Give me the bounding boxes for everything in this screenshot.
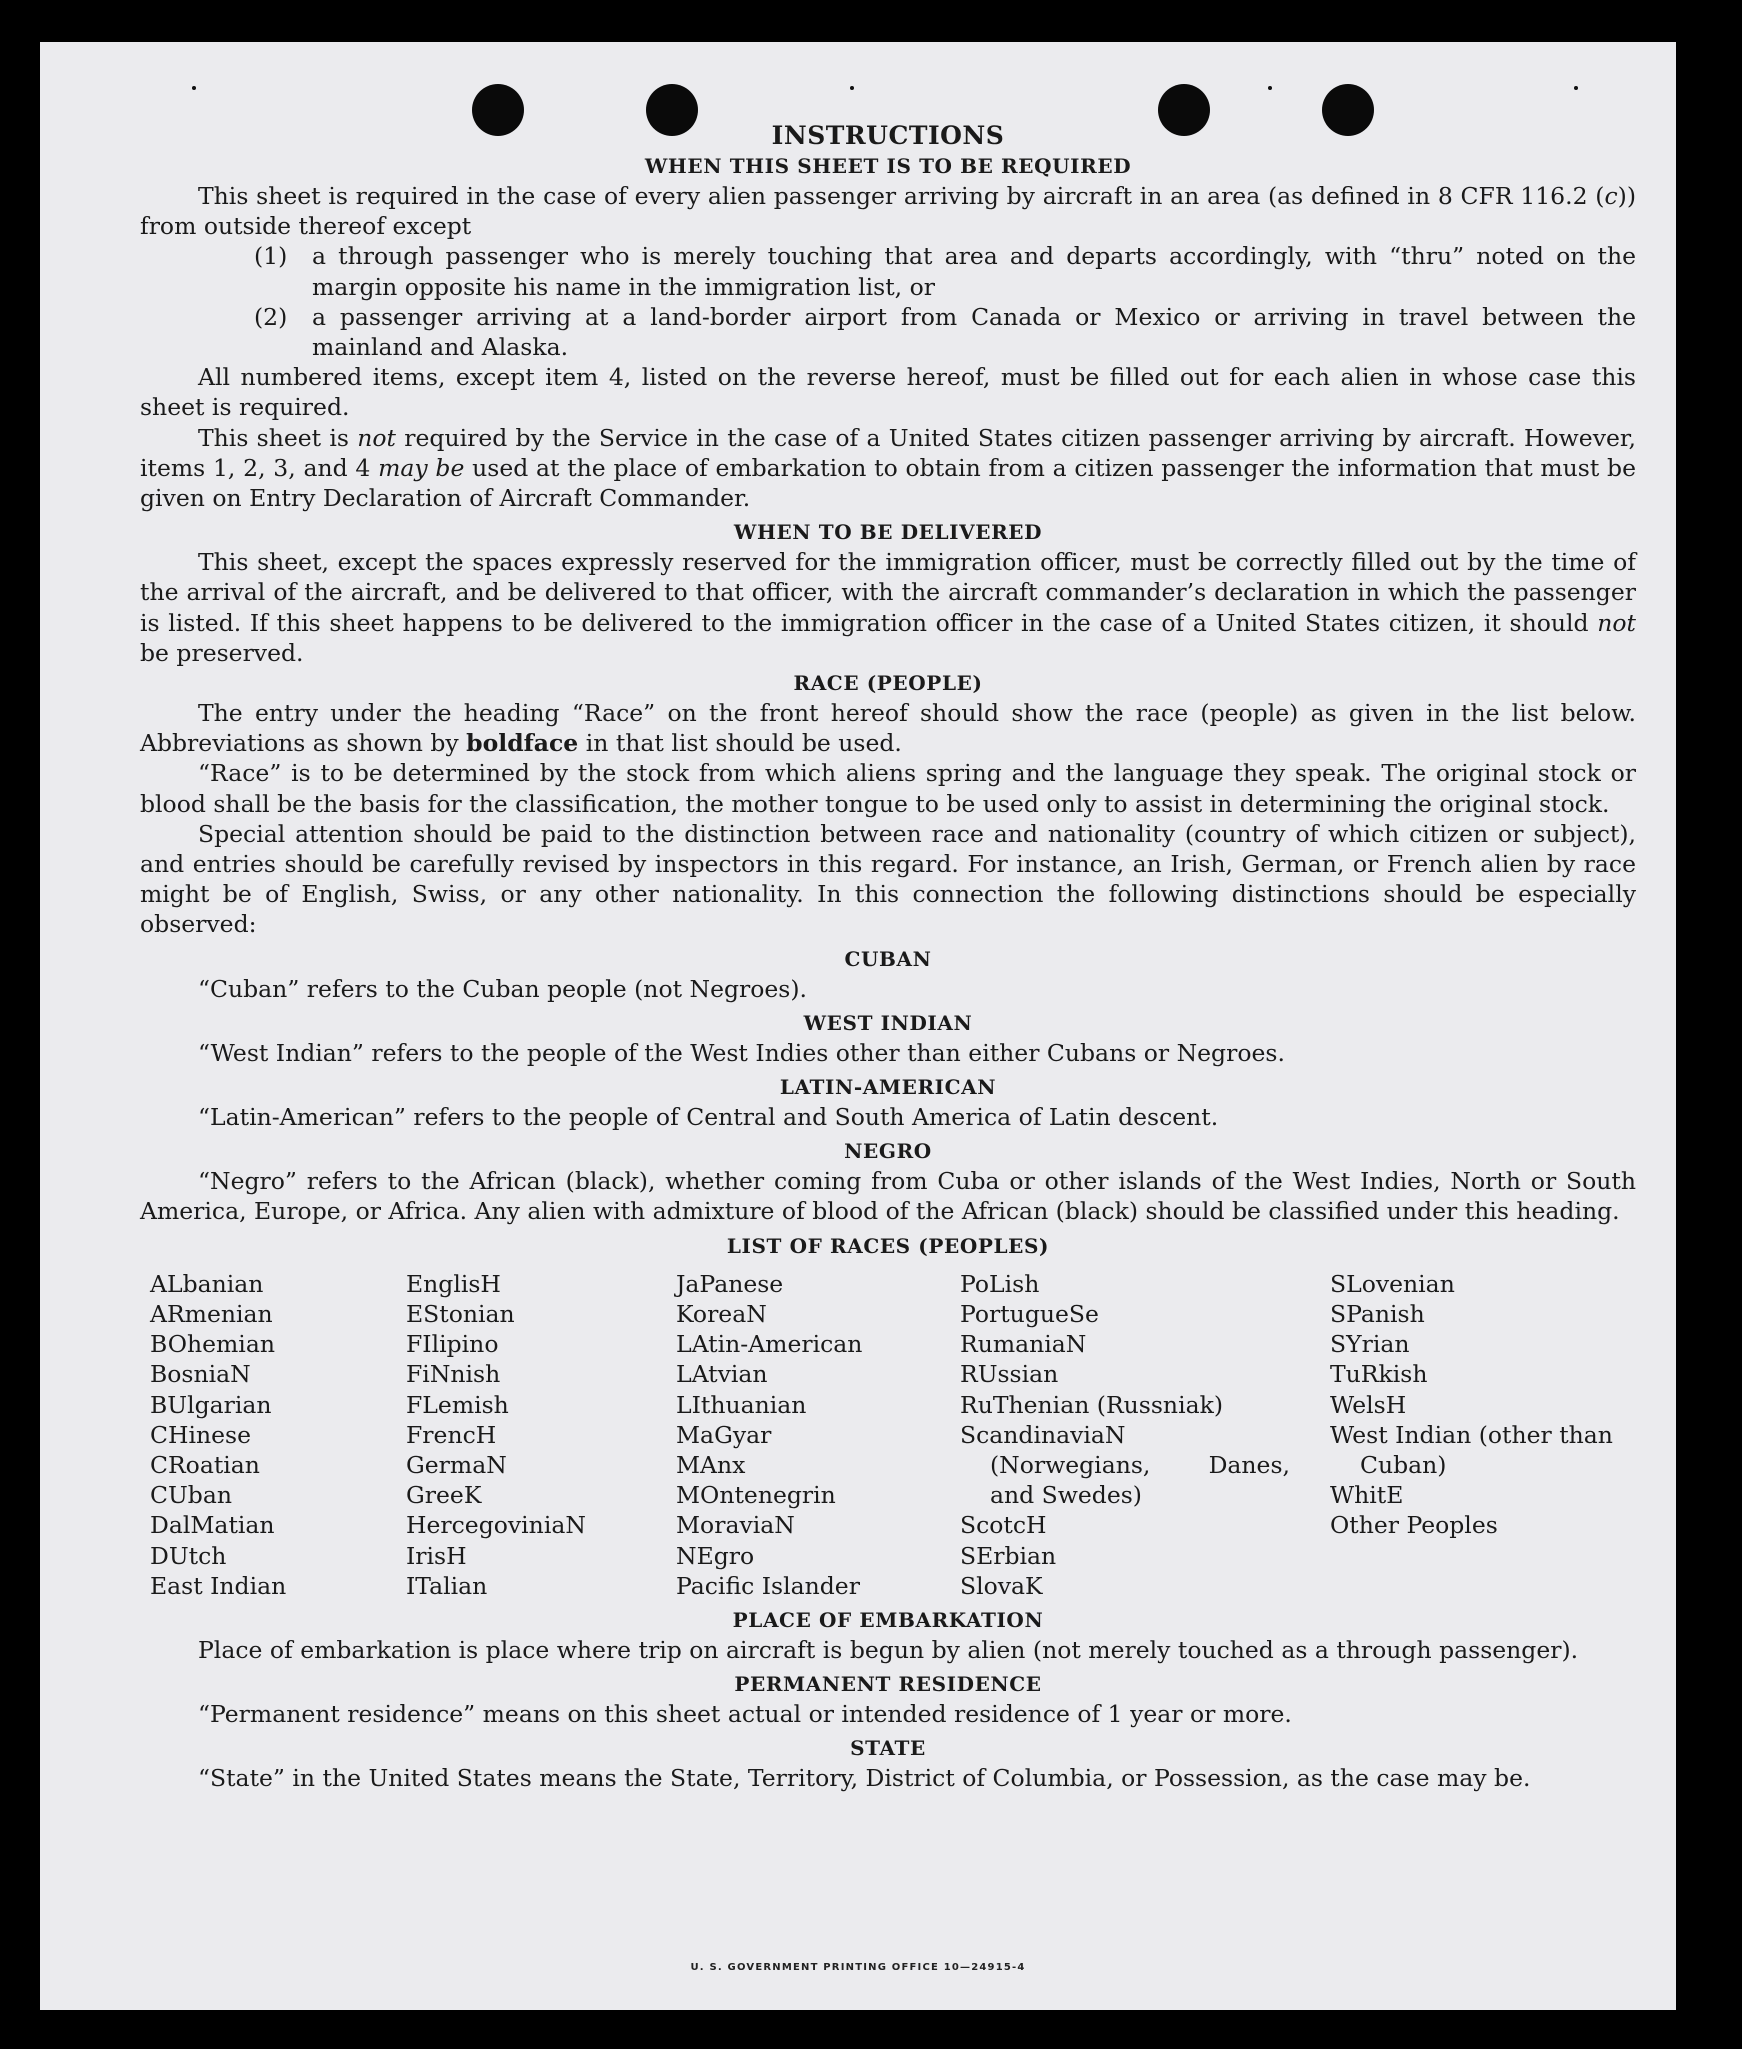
race-item: RumaniaN xyxy=(960,1330,1087,1359)
race-item: DalMatian xyxy=(150,1511,275,1540)
race-item: ScandinaviaN (Norwegians, Danes, and Swedes) xyxy=(960,1420,1290,1510)
race-item: KoreaN xyxy=(676,1299,767,1328)
races-column xyxy=(1330,1269,1630,1601)
paragraph-embarkation: Place of embarkation is place where trip on aircraft is begun by alien (not merely touched as a through passenger). xyxy=(198,1635,1579,1664)
race-item: MAnx xyxy=(676,1450,746,1479)
race-item: FIlipino xyxy=(406,1330,499,1359)
race-item: DUtch xyxy=(150,1541,227,1570)
section-heading-state: STATE xyxy=(850,1736,926,1761)
paragraph-delivered: This sheet, except the spaces expressly reserved for the immigration officer, must be correctly filled out by the time of the arrival of the aircraft, and be delivered to that officer, with the aircraft commander’s declaration in which the passenger is listed. If this sheet happens to be delivered to the immigration officer in the case of a United States citizen, it should not be preserved. xyxy=(140,548,1636,667)
printer-imprint: U. S. GOVERNMENT PRINTING OFFICE 10—24915-4 xyxy=(690,1962,1026,1973)
section-heading-delivered: WHEN TO BE DELIVERED xyxy=(733,520,1043,545)
paragraph-citizen: This sheet is not required by the Service in the case of a United States citizen passenger arriving by aircraft. However, items 1, 2, 3, and 4 may be used at the place of embarkation to obtain from a citizen passenger the information that must be given on Entry Declaration of Aircraft Commander. xyxy=(140,423,1637,513)
race-item: East Indian xyxy=(150,1571,287,1600)
race-item: MaGyar xyxy=(676,1420,772,1449)
punch-dot xyxy=(1268,86,1272,90)
races-list xyxy=(140,1269,1636,1601)
race-item: LAtvian xyxy=(676,1360,768,1389)
race-item: CUban xyxy=(150,1481,232,1510)
punch-dot xyxy=(192,86,196,90)
definition-cuban: “Cuban” refers to the Cuban people (not Negroes). xyxy=(198,974,808,1003)
exception-item-1: (1) a through passenger who is merely touching that area and departs accordingly, with “thru” noted on the margin opposite his name in the immigration list, or xyxy=(254,242,1636,301)
race-item: Other Peoples xyxy=(1330,1511,1498,1540)
punch-dot xyxy=(1574,86,1578,90)
race-item: CHinese xyxy=(150,1420,251,1449)
section-heading-residence: PERMANENT RESIDENCE xyxy=(734,1672,1042,1697)
paragraph-required: This sheet is required in the case of every alien passenger arriving by aircraft in an area (as defined in 8 CFR 116.2 (c)) from outside thereof except xyxy=(140,182,1636,241)
race-item: LIthuanian xyxy=(676,1390,807,1419)
race-item: NEgro xyxy=(676,1541,755,1570)
race-item: EnglisH xyxy=(406,1269,501,1298)
race-item: BosniaN xyxy=(150,1360,251,1389)
paragraph-race-nationality: Special attention should be paid to the distinction between race and nationality (country of which citizen or subject), and entries should be carefully revised by inspectors in this regard. For instance, an Irish, German, or French alien by race might be of English, Swiss, or any other nationality. In this connection the following distinctions should be especially observed: xyxy=(140,819,1636,939)
race-item: FLemish xyxy=(406,1390,509,1419)
page-title: INSTRUCTIONS xyxy=(771,121,1005,150)
race-item: BOhemian xyxy=(150,1330,275,1359)
race-item: FrencH xyxy=(406,1420,497,1449)
race-item: TuRkish xyxy=(1330,1360,1428,1389)
race-item: SLovenian xyxy=(1330,1269,1455,1298)
paragraph-race-stock: “Race” is to be determined by the stock from which aliens spring and the language they speak. The original stock or blood shall be the basis for the classification, the mother tongue to be used only to assist in determining the original stock. xyxy=(140,759,1636,818)
race-item: GermaN xyxy=(406,1450,507,1479)
race-item: CRoatian xyxy=(150,1450,260,1479)
definition-heading-west-indian: WEST INDIAN xyxy=(803,1010,973,1035)
definition-west-indian: “West Indian” refers to the people of the West Indies other than either Cubans or Negroes. xyxy=(198,1038,1285,1067)
race-item: SlovaK xyxy=(960,1571,1043,1600)
race-item: RUssian xyxy=(960,1360,1059,1389)
race-item: MoraviaN xyxy=(676,1511,795,1540)
race-item: BUlgarian xyxy=(150,1390,272,1419)
race-item: ScotcH xyxy=(960,1511,1047,1540)
document-page xyxy=(40,42,1676,2010)
race-item: SErbian xyxy=(960,1541,1057,1570)
race-item: HercegovinіaN xyxy=(406,1511,586,1540)
race-item: EStonian xyxy=(406,1299,515,1328)
definition-latin-american: “Latin-American” refers to the people of Central and South America of Latin descent. xyxy=(198,1103,1219,1132)
section-heading-required: WHEN THIS SHEET IS TO BE REQUIRED xyxy=(644,154,1132,178)
definition-negro: “Negro” refers to the African (black), whether coming from Cuba or other islands of the West Indies, North or South America, Europe, or Africa. Any alien with admixture of blood of the African (black) should be classified under this heading. xyxy=(140,1167,1636,1226)
race-item: LAtin-American xyxy=(676,1330,863,1359)
race-item: ARmenian xyxy=(150,1299,273,1328)
definition-heading-latin-american: LATIN-AMERICAN xyxy=(779,1075,997,1100)
paragraph-state: “State” in the United States means the State, Territory, District of Columbia, or Possession, as the case may be. xyxy=(198,1764,1531,1793)
races-column xyxy=(676,1269,960,1601)
race-item: MOntenegrin xyxy=(676,1481,836,1510)
race-item: PortugueSe xyxy=(960,1299,1099,1328)
exception-item-2: (2) a passenger arriving at a land-border airport from Canada or Mexico or arriving in travel between the mainland and Alaska. xyxy=(254,302,1636,362)
definition-heading-cuban: CUBAN xyxy=(844,946,932,971)
paragraph-residence: “Permanent residence” means on this sheet actual or intended residence of 1 year or more. xyxy=(198,1700,1292,1729)
race-item: WelsH xyxy=(1330,1390,1407,1419)
definition-heading-negro: NEGRO xyxy=(844,1139,932,1164)
race-item: ITalian xyxy=(406,1571,488,1600)
instructions-body xyxy=(140,117,1636,1794)
race-item: West Indian (other than Cuban) xyxy=(1330,1420,1613,1479)
paragraph-numbered-items: All numbered items, except item 4, listed on the reverse hereof, must be filled out for each alien in whose case this sheet is required. xyxy=(140,363,1636,422)
race-item: IrisH xyxy=(406,1541,467,1570)
races-column xyxy=(960,1269,1330,1601)
race-item: GreeK xyxy=(406,1481,482,1510)
race-item: SPanish xyxy=(1330,1299,1425,1328)
race-item: Pacific Islander xyxy=(676,1571,860,1600)
races-column xyxy=(150,1269,406,1601)
race-item: JaPanese xyxy=(676,1269,784,1298)
race-item: FiNnish xyxy=(406,1360,501,1389)
race-item: SYrian xyxy=(1330,1330,1410,1359)
paragraph-race-entry: The entry under the heading “Race” on the front hereof should show the race (people) as given in the list below. Abbreviations as shown by boldface in that list should be used. xyxy=(140,699,1636,758)
section-heading-race: RACE (PEOPLE) xyxy=(793,671,983,696)
race-item: ALbanian xyxy=(150,1269,264,1298)
race-item: PoLish xyxy=(960,1269,1040,1298)
race-item: WhitE xyxy=(1330,1481,1404,1510)
races-column xyxy=(406,1269,676,1601)
section-heading-embarkation: PLACE OF EMBARKATION xyxy=(732,1607,1044,1632)
races-list-heading: LIST OF RACES (PEOPLES) xyxy=(726,1233,1050,1258)
race-item: RuThenian (Russniak) xyxy=(960,1390,1223,1419)
punch-dot xyxy=(850,86,854,90)
